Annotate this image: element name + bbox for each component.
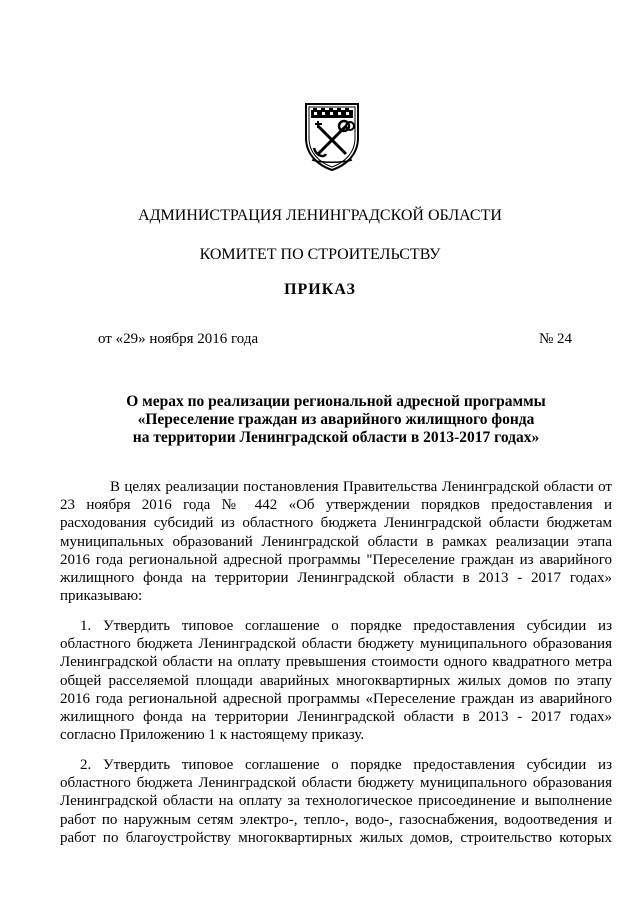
paragraph-line: жилищного фонда на территории Ленинградской области в 2013 - 2017 годах» [60,708,612,725]
order-date: от «29» ноября 2016 года [98,331,259,347]
paragraph-line: общей расселяемой площади аварийных многоквартирных жилых домов по этапу [60,672,612,689]
paragraph-line: В целях реализации постановления Правительства Ленинградской области от [110,479,612,495]
paragraph-line: расходования субсидий из областного бюджета Ленинградской области бюджетам [60,515,612,532]
paragraph-line: согласно Приложению 1 к настоящему приказу. [60,727,365,744]
subject-line: «Переселение граждан из аварийного жилищного фонда [137,411,535,428]
coat-of-arms-icon [302,100,362,172]
paragraph-line: 2016 года региональной адресной программы «Переселение граждан из аварийного [60,690,612,707]
item-1-paragraph [60,617,612,744]
paragraph-line: работ по наружным сетям электро-, тепло-, водо-, газоснабжения, водоотведения и [60,811,612,828]
paragraph-line: 2016 года региональной адресной программы "Переселение граждан из аварийного [60,551,612,568]
paragraph-line: областного бюджета Ленинградской области бюджету муниципального образования [60,636,612,653]
order-meta [98,329,572,349]
paragraph-line: 1. Утвердить типовое соглашение о порядке предоставления субсидии из [80,618,612,634]
paragraph-line: работ по благоустройству многоквартирных жилых домов, строительство которых [60,829,612,846]
order-subject [60,393,612,447]
paragraph-line: Ленинградской области на оплату превышения стоимости одного квадратного метра [60,654,612,671]
committee-heading: КОМИТЕТ ПО СТРОИТЕЛЬСТВУ [199,246,441,263]
subject-line: О мерах по реализации региональной адресной программы [126,393,546,410]
paragraph-line: приказываю: [60,588,143,605]
document-type-title: ПРИКАЗ [284,281,356,298]
paragraph-line: областного бюджета Ленинградской области бюджету муниципального образования [60,775,612,792]
paragraph-line: муниципальных образований Ленинградской области в рамках реализации этапа [60,533,612,550]
preamble-paragraph [60,478,612,605]
paragraph-line: жилищного фонда на территории Ленинградской области в 2013 - 2017 годах» [60,569,612,586]
paragraph-line: 2. Утвердить типовое соглашение о порядке предоставления субсидии из [80,757,612,773]
subject-line: на территории Ленинградской области в 2013-2017 годах» [132,429,540,446]
order-number: № 24 [538,331,572,347]
paragraph-line: Ленинградской области на оплату за технологическое присоединение и выполнение [60,793,612,810]
item-2-paragraph [60,756,612,847]
administration-heading: АДМИНИСТРАЦИЯ ЛЕНИНГРАДСКОЙ ОБЛАСТИ [138,207,502,224]
paragraph-line: 23 ноября 2016 года № 442 «Об утверждении порядков предоставления и [60,497,612,514]
